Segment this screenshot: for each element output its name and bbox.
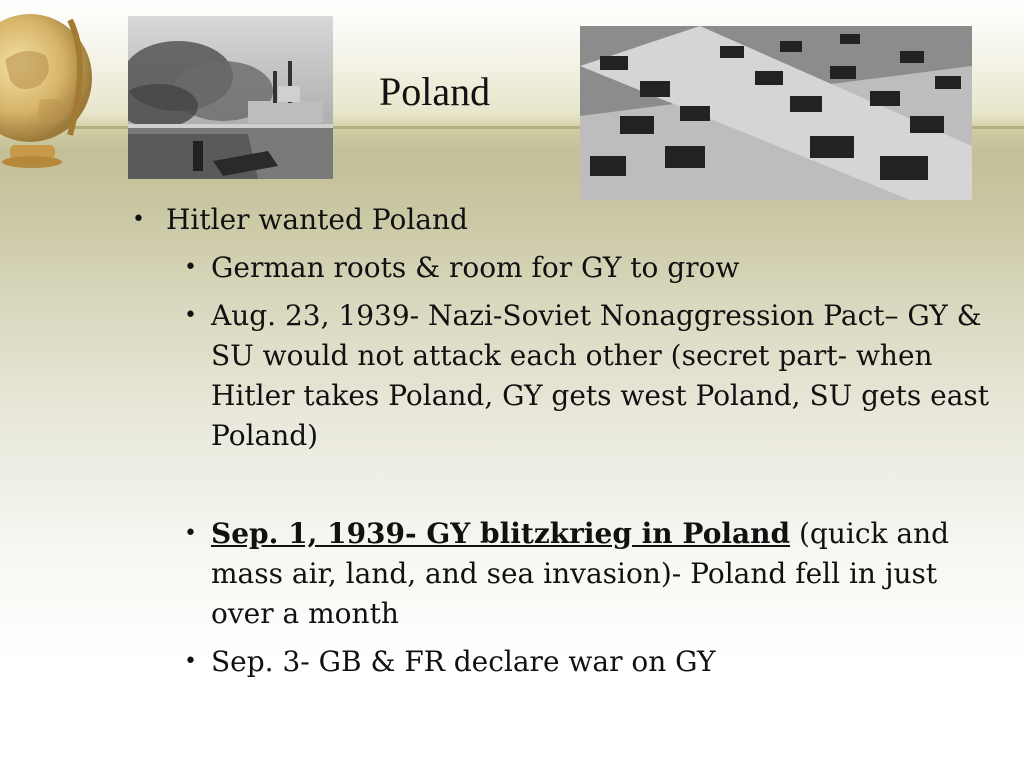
bullet-marker: •: [184, 255, 197, 280]
battleship-photo: [128, 16, 333, 179]
list-item: [132, 514, 992, 634]
bullet-text: German roots & room for GY to grow: [211, 251, 740, 284]
bullet-marker: •: [132, 207, 145, 232]
list-item: [132, 296, 992, 456]
bullet-marker: •: [184, 649, 197, 674]
list-item: [132, 200, 992, 240]
bullet-marker: •: [184, 303, 197, 328]
globe-icon: [0, 0, 100, 175]
slide-body: [132, 200, 992, 682]
list-item: [132, 642, 992, 682]
bullet-text: (quick and mass air, land, and sea invasion)- Poland fell in just over a month: [211, 517, 950, 630]
bullet-text: Sep. 3- GB & FR declare war on GY: [211, 645, 716, 678]
list-item: [132, 248, 992, 288]
bullet-marker: •: [184, 521, 197, 546]
bullet-text: Aug. 23, 1939- Nazi-Soviet Nonaggression Pact– GY & SU would not attack each other (secret part- when Hitler takes Poland, GY gets west Poland, SU gets east Poland): [211, 299, 990, 452]
slide-title: Poland: [379, 69, 491, 114]
bullet-emphasis: Sep. 1, 1939- GY blitzkrieg in Poland: [211, 517, 791, 550]
tanks-photo: [580, 26, 972, 200]
bullet-text: Hitler wanted Poland: [166, 203, 468, 236]
